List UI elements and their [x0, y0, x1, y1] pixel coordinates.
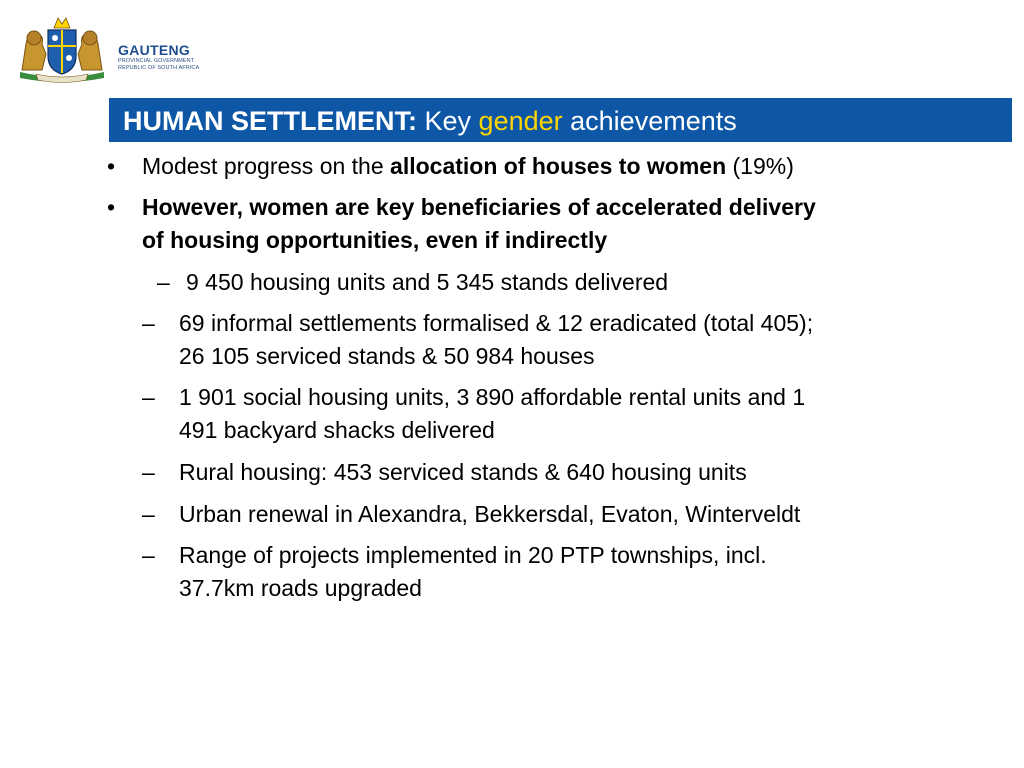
sub-bullet-dash: –	[142, 501, 155, 527]
sub-item-5: Urban renewal in Alexandra, Bekkersdal, Evaton, Winterveldt	[179, 501, 801, 527]
sub-item-3-line-1: 1 901 social housing units, 3 890 affordable rental units and 1	[179, 384, 806, 410]
bullet-1-pre: Modest progress on the	[142, 153, 384, 179]
sub-bullet-dash: –	[142, 384, 155, 410]
gauteng-logo	[12, 14, 202, 84]
sub-bullet-dash: –	[157, 269, 170, 295]
sub-bullet-dash: –	[142, 459, 155, 485]
title-post: achievements	[570, 106, 737, 136]
title-bar	[109, 98, 1012, 142]
sub-item-2-line-1: 69 informal settlements formalised & 12 eradicated (total 405);	[179, 310, 814, 336]
sub-bullet-dash: –	[142, 542, 155, 568]
logo-name: GAUTENG	[118, 42, 191, 58]
sub-item-6-line-1: Range of projects implemented in 20 PTP townships, incl.	[179, 542, 767, 568]
title-highlight: gender	[478, 106, 563, 136]
logo-subtitle-2: REPUBLIC OF SOUTH AFRICA	[118, 65, 200, 71]
sub-item-3-line-2: 491 backyard shacks delivered	[179, 417, 495, 443]
sub-item-2-line-2: 26 105 serviced stands & 50 984 houses	[179, 343, 595, 369]
logo-subtitle-1: PROVINCIAL GOVERNMENT	[118, 58, 195, 64]
sub-item-6-line-2: 37.7km roads upgraded	[179, 575, 422, 601]
coat-of-arms-icon	[12, 14, 112, 84]
bullet-2-line-1: However, women are key beneficiaries of accelerated delivery	[142, 194, 816, 220]
bullet-1-post: (19%)	[732, 153, 794, 179]
sub-item-4: Rural housing: 453 serviced stands & 640 housing units	[179, 459, 747, 485]
bullet-1-bold: allocation of houses to women	[390, 153, 727, 179]
slide-title	[123, 105, 737, 137]
sub-item-1: 9 450 housing units and 5 345 stands delivered	[186, 269, 669, 295]
title-pre: Key	[424, 106, 472, 136]
sub-bullet-dash: –	[142, 310, 155, 336]
bullet-dot: •	[107, 153, 116, 179]
bullet-1	[142, 149, 794, 183]
bullet-dot: •	[107, 194, 116, 220]
title-bold: HUMAN SETTLEMENT:	[123, 106, 417, 136]
bullet-2-line-2: of housing opportunities, even if indirectly	[142, 227, 608, 253]
